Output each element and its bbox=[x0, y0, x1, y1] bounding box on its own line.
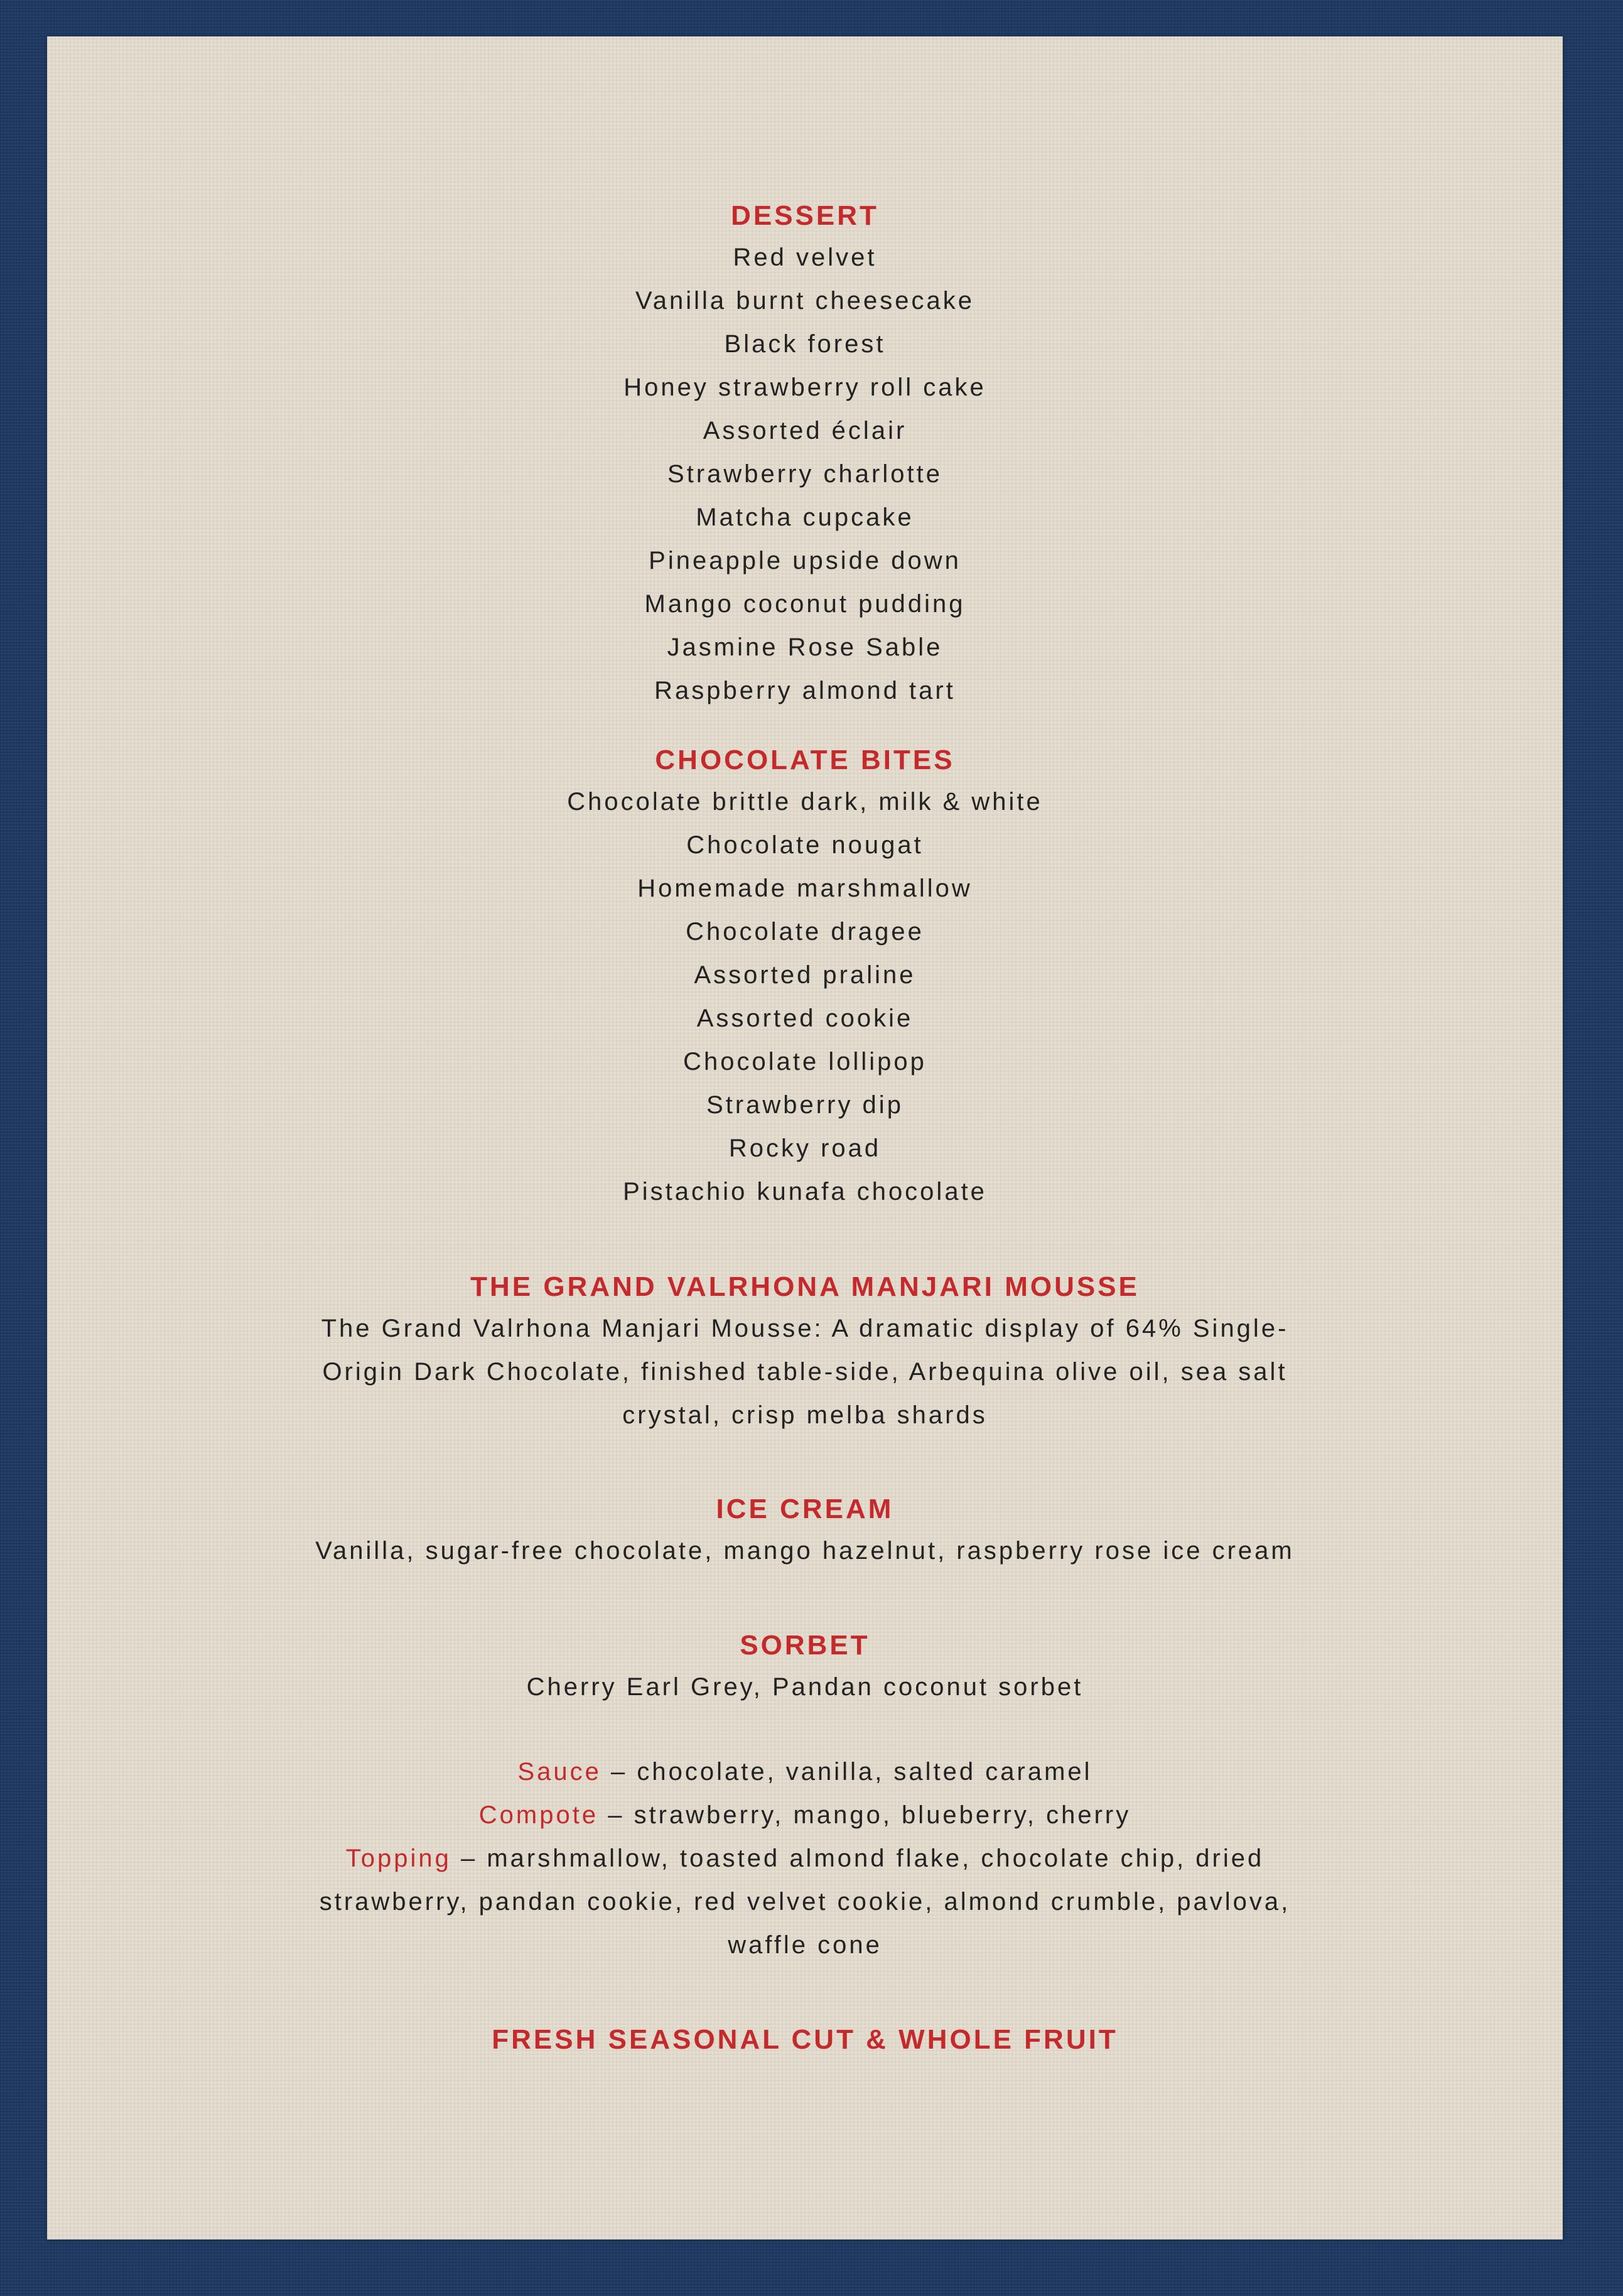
dessert-item: Matcha cupcake bbox=[696, 504, 914, 531]
sauce-label: Sauce bbox=[517, 1758, 601, 1786]
chocolate-bites-section bbox=[47, 740, 1563, 1214]
fruit-section bbox=[47, 2020, 1563, 2060]
dessert-section bbox=[47, 196, 1563, 713]
dessert-item: Raspberry almond tart bbox=[654, 677, 956, 704]
sauce-options: – chocolate, vanilla, salted caramel bbox=[601, 1758, 1092, 1786]
chocolate-bites-heading: CHOCOLATE BITES bbox=[655, 745, 955, 775]
grand-mousse-section bbox=[47, 1267, 1563, 1437]
topping-line bbox=[296, 1837, 1313, 1967]
section-spacer bbox=[47, 1214, 1563, 1267]
sauce-line bbox=[47, 1750, 1563, 1794]
dessert-item: Jasmine Rose Sable bbox=[667, 633, 943, 661]
sorbet-section bbox=[47, 1625, 1563, 1709]
dessert-item: Pineapple upside down bbox=[649, 547, 961, 574]
compote-line bbox=[47, 1794, 1563, 1837]
compote-label: Compote bbox=[478, 1801, 599, 1829]
dessert-item: Black forest bbox=[724, 330, 886, 358]
chocolate-bites-item: Chocolate brittle dark, milk & white bbox=[567, 788, 1043, 816]
dessert-item: Honey strawberry roll cake bbox=[623, 374, 986, 401]
chocolate-bites-item: Chocolate nougat bbox=[686, 831, 924, 859]
ice-cream-description: Vanilla, sugar-free chocolate, mango hazelnut, raspberry rose ice cream bbox=[315, 1537, 1295, 1565]
fruit-heading: FRESH SEASONAL CUT & WHOLE FRUIT bbox=[492, 2024, 1118, 2055]
dessert-item: Strawberry charlotte bbox=[667, 460, 942, 488]
dessert-heading: DESSERT bbox=[731, 200, 879, 231]
grand-mousse-heading: THE GRAND VALRHONA MANJARI MOUSSE bbox=[470, 1271, 1140, 1302]
ice-cream-heading: ICE CREAM bbox=[716, 1494, 894, 1524]
chocolate-bites-item: Pistachio kunafa chocolate bbox=[623, 1178, 987, 1205]
dessert-item: Assorted éclair bbox=[703, 417, 907, 445]
chocolate-bites-item: Strawberry dip bbox=[706, 1091, 903, 1119]
chocolate-bites-item: Homemade marshmallow bbox=[637, 875, 973, 902]
chocolate-bites-item: Rocky road bbox=[728, 1135, 882, 1162]
section-spacer bbox=[47, 1437, 1563, 1489]
dessert-item: Mango coconut pudding bbox=[644, 590, 966, 618]
topping-options: – marshmallow, toasted almond flake, chocolate chip, dried strawberry, pandan cookie, red velvet cookie, almond crumble, pavlova, waffle cone bbox=[319, 1845, 1291, 1959]
section-spacer bbox=[47, 1967, 1563, 2020]
ice-cream-section bbox=[47, 1489, 1563, 1573]
section-spacer bbox=[47, 713, 1563, 740]
menu-content bbox=[47, 196, 1563, 2060]
compote-options: – strawberry, mango, blueberry, cherry bbox=[598, 1801, 1131, 1829]
section-spacer bbox=[47, 1573, 1563, 1625]
topping-label: Topping bbox=[345, 1845, 451, 1872]
dessert-item: Red velvet bbox=[733, 244, 877, 271]
menu-sheet bbox=[47, 36, 1563, 2239]
dessert-list bbox=[47, 236, 1563, 713]
chocolate-bites-list bbox=[47, 780, 1563, 1214]
chocolate-bites-item: Assorted praline bbox=[694, 961, 916, 989]
dessert-item: Vanilla burnt cheesecake bbox=[635, 287, 974, 315]
grand-mousse-description: The Grand Valrhona Manjari Mousse: A dramatic display of 64% Single-Origin Dark Chocolate, finished table-side, Arbequina olive oil, sea salt crystal, crisp melba shards bbox=[321, 1315, 1289, 1429]
sorbet-description: Cherry Earl Grey, Pandan coconut sorbet bbox=[526, 1673, 1084, 1701]
chocolate-bites-item: Chocolate dragee bbox=[686, 918, 924, 946]
chocolate-bites-item: Chocolate lollipop bbox=[683, 1048, 927, 1075]
section-spacer bbox=[47, 1709, 1563, 1750]
extras-section bbox=[47, 1750, 1563, 1967]
chocolate-bites-item: Assorted cookie bbox=[696, 1005, 914, 1032]
sorbet-heading: SORBET bbox=[740, 1630, 870, 1661]
